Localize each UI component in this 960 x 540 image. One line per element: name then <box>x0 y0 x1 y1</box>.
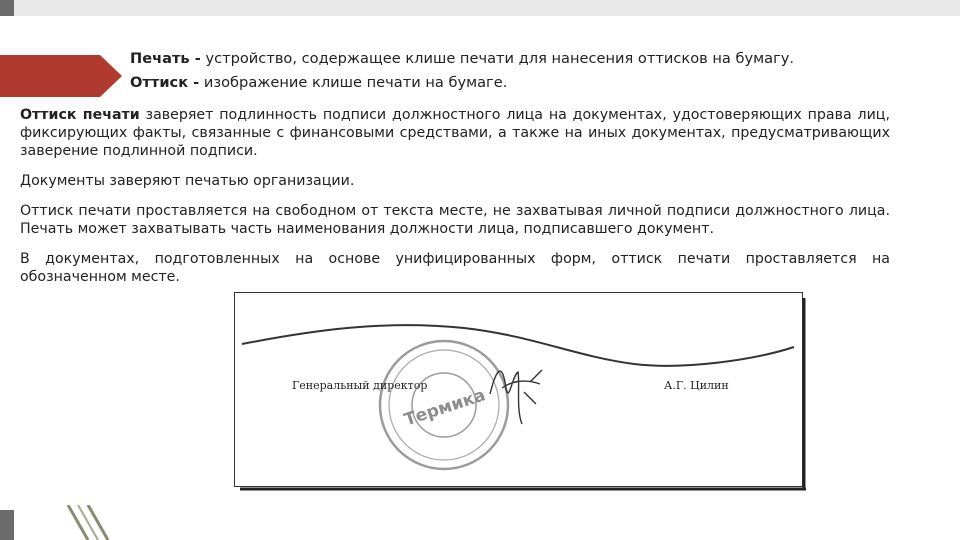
paragraph-text: Документы заверяют печатью организации. <box>20 173 355 189</box>
definition-term: Печать - <box>130 50 201 67</box>
paragraph-organization-stamp <box>20 172 890 190</box>
paragraph-ottisk-pechati <box>20 106 890 160</box>
paragraph-text: заверяет подлинность подписи должностного лица на документах, удостоверяющих права лиц, фиксирующих факты, связанные с финансовыми средствами, а также на иных документах, предусматривающих заверение подлинной подписи. <box>20 107 890 159</box>
footer-decoration <box>60 505 130 540</box>
paragraph-bold: Оттиск печати <box>20 107 140 123</box>
position-label: Генеральный директор <box>292 379 428 392</box>
footer-corner <box>0 510 14 540</box>
definition-text: изображение клише печати на бумаге. <box>199 74 508 91</box>
definition-ottisk <box>130 74 507 91</box>
definition-term: Оттиск - <box>130 74 200 91</box>
top-band-corner <box>0 0 14 16</box>
paragraph-unified-forms <box>20 250 890 286</box>
document-sample-image <box>234 292 808 492</box>
paragraph-text: В документах, подготовленных на основе унифицированных форм, оттиск печати проставляется на обозначенном месте. <box>20 251 890 285</box>
definition-pechat <box>130 50 794 67</box>
definition-text: устройство, содержащее клише печати для нанесения оттисков на бумагу. <box>200 50 795 67</box>
paragraph-text: Оттиск печати проставляется на свободном от текста месте, не захватывая личной подписи должностного лица. Печать может захватывать часть наименования должности лица, подписавшего документ. <box>20 203 890 237</box>
top-band <box>0 0 960 16</box>
stamp-text: Термика <box>401 385 489 431</box>
paragraph-placement <box>20 202 890 238</box>
accent-arrow <box>0 55 122 97</box>
signer-name: А.Г. Цилин <box>664 379 729 392</box>
